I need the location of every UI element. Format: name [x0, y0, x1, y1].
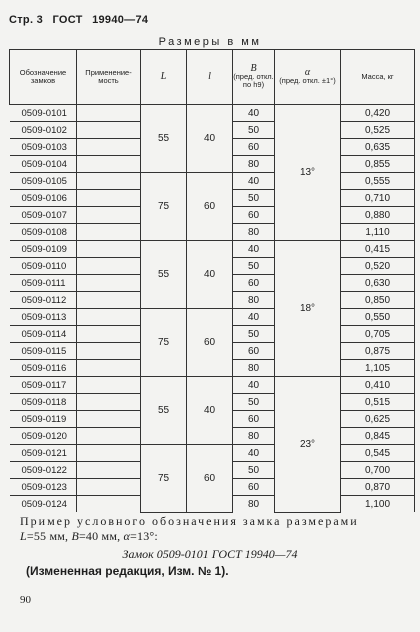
mass-cell: 0,880 [341, 207, 415, 224]
designation-code-cell: 0509-0112 [10, 292, 77, 309]
table-row [10, 445, 415, 462]
page-number: 90 [20, 594, 31, 606]
usage-cell [77, 275, 141, 292]
usage-cell [77, 207, 141, 224]
alpha-cell: 18° [275, 241, 341, 377]
B-cell: 50 [233, 122, 275, 139]
l-cell: 40 [187, 105, 233, 173]
mass-cell: 1,105 [341, 360, 415, 377]
usage-cell [77, 479, 141, 496]
page-label: Стр. 3 [9, 14, 44, 26]
table-row [10, 309, 415, 326]
example-L-value: =55 мм, [26, 529, 69, 543]
usage-cell [77, 343, 141, 360]
B-cell: 60 [233, 139, 275, 156]
table-header-row [10, 50, 415, 105]
usage-cell [77, 190, 141, 207]
l-cell: 40 [187, 377, 233, 445]
B-cell: 60 [233, 479, 275, 496]
designation-code-cell: 0509-0109 [10, 241, 77, 258]
table-row [10, 105, 415, 122]
L-cell: 55 [141, 377, 187, 445]
B-cell: 60 [233, 207, 275, 224]
col-header-usage: Применение-мость [77, 50, 141, 105]
designation-code-cell: 0509-0108 [10, 224, 77, 241]
usage-cell [77, 377, 141, 394]
designation-code-cell: 0509-0103 [10, 139, 77, 156]
L-cell: 55 [141, 105, 187, 173]
mass-cell: 0,415 [341, 241, 415, 258]
designation-code-cell: 0509-0107 [10, 207, 77, 224]
mass-cell: 0,550 [341, 309, 415, 326]
usage-cell [77, 122, 141, 139]
B-cell: 40 [233, 309, 275, 326]
mass-cell: 0,525 [341, 122, 415, 139]
usage-cell [77, 139, 141, 156]
mass-cell: 1,100 [341, 496, 415, 513]
mass-cell: 0,710 [341, 190, 415, 207]
B-cell: 50 [233, 326, 275, 343]
mass-cell: 0,700 [341, 462, 415, 479]
usage-cell [77, 156, 141, 173]
B-cell: 80 [233, 428, 275, 445]
mass-cell: 0,850 [341, 292, 415, 309]
alpha-cell: 23° [275, 377, 341, 513]
mass-cell: 0,635 [341, 139, 415, 156]
page-header [9, 14, 148, 26]
mass-cell: 0,520 [341, 258, 415, 275]
mass-cell: 0,870 [341, 479, 415, 496]
mass-cell: 0,625 [341, 411, 415, 428]
L-cell: 75 [141, 309, 187, 377]
B-cell: 50 [233, 190, 275, 207]
col-header-l: l [187, 50, 233, 105]
dimensions-table [9, 49, 415, 513]
mass-cell: 0,410 [341, 377, 415, 394]
usage-cell [77, 445, 141, 462]
designation-code-cell: 0509-0104 [10, 156, 77, 173]
mass-cell: 0,875 [341, 343, 415, 360]
example-B-value: =40 мм, [78, 529, 121, 543]
L-cell: 75 [141, 445, 187, 513]
L-cell: 55 [141, 241, 187, 309]
table-row [10, 377, 415, 394]
col-header-alpha: α (пред. откл. ±1°) [275, 50, 341, 105]
col-header-mass: Масса, кг [341, 50, 415, 105]
designation-code-cell: 0509-0119 [10, 411, 77, 428]
usage-cell [77, 105, 141, 122]
usage-cell [77, 360, 141, 377]
example-line1: Пример условного обозначения замка размерами [20, 514, 359, 528]
usage-cell [77, 411, 141, 428]
col-header-code: Обозначение замков [10, 50, 77, 105]
l-cell: 60 [187, 445, 233, 513]
designation-code-cell: 0509-0118 [10, 394, 77, 411]
example-alpha-value: =13°: [130, 529, 158, 543]
example-alpha: α [123, 529, 131, 543]
usage-cell [77, 462, 141, 479]
usage-cell [77, 292, 141, 309]
usage-cell [77, 258, 141, 275]
mass-cell: 0,630 [341, 275, 415, 292]
designation-example: Замок 0509-0101 ГОСТ 19940—74 [122, 547, 298, 561]
B-cell: 40 [233, 445, 275, 462]
usage-cell [77, 496, 141, 513]
designation-code-cell: 0509-0110 [10, 258, 77, 275]
usage-cell [77, 241, 141, 258]
L-cell: 75 [141, 173, 187, 241]
alpha-cell: 13° [275, 105, 341, 241]
designation-code-cell: 0509-0102 [10, 122, 77, 139]
usage-cell [77, 173, 141, 190]
designation-code-cell: 0509-0123 [10, 479, 77, 496]
designation-code-cell: 0509-0106 [10, 190, 77, 207]
mass-cell: 1,110 [341, 224, 415, 241]
standard-number: 19940—74 [92, 14, 149, 26]
B-cell: 80 [233, 360, 275, 377]
B-cell: 40 [233, 173, 275, 190]
B-cell: 50 [233, 394, 275, 411]
example-B: B [71, 529, 79, 543]
B-cell: 40 [233, 105, 275, 122]
example-text [20, 514, 410, 544]
usage-cell [77, 428, 141, 445]
table-row [10, 241, 415, 258]
B-cell: 40 [233, 241, 275, 258]
B-cell: 60 [233, 275, 275, 292]
mass-cell: 0,420 [341, 105, 415, 122]
designation-code-cell: 0509-0116 [10, 360, 77, 377]
dimensions-caption: Размеры в мм [158, 36, 262, 48]
example-L: L [20, 529, 27, 543]
B-cell: 60 [233, 411, 275, 428]
mass-cell: 0,705 [341, 326, 415, 343]
mass-cell: 0,515 [341, 394, 415, 411]
usage-cell [77, 394, 141, 411]
B-cell: 60 [233, 343, 275, 360]
designation-code-cell: 0509-0117 [10, 377, 77, 394]
designation-code-cell: 0509-0113 [10, 309, 77, 326]
usage-cell [77, 309, 141, 326]
designation-code-cell: 0509-0124 [10, 496, 77, 513]
designation-code-cell: 0509-0120 [10, 428, 77, 445]
col-header-B: B (пред. откл. по h9) [233, 50, 275, 105]
usage-cell [77, 224, 141, 241]
designation-code-cell: 0509-0115 [10, 343, 77, 360]
mass-cell: 0,545 [341, 445, 415, 462]
l-cell: 40 [187, 241, 233, 309]
designation-code-cell: 0509-0122 [10, 462, 77, 479]
mass-cell: 0,855 [341, 156, 415, 173]
usage-cell [77, 326, 141, 343]
B-cell: 40 [233, 377, 275, 394]
gost-label: ГОСТ [52, 14, 83, 26]
edition-note: (Измененная редакция, Изм. № 1). [26, 564, 229, 578]
designation-code-cell: 0509-0114 [10, 326, 77, 343]
designation-code-cell: 0509-0105 [10, 173, 77, 190]
designation-code-cell: 0509-0101 [10, 105, 77, 122]
B-cell: 50 [233, 462, 275, 479]
designation-code-cell: 0509-0121 [10, 445, 77, 462]
B-cell: 80 [233, 224, 275, 241]
col-header-L: L [141, 50, 187, 105]
table-row [10, 173, 415, 190]
mass-cell: 0,555 [341, 173, 415, 190]
mass-cell: 0,845 [341, 428, 415, 445]
B-cell: 80 [233, 156, 275, 173]
designation-code-cell: 0509-0111 [10, 275, 77, 292]
B-cell: 50 [233, 258, 275, 275]
B-cell: 80 [233, 292, 275, 309]
l-cell: 60 [187, 173, 233, 241]
B-cell: 80 [233, 496, 275, 513]
l-cell: 60 [187, 309, 233, 377]
